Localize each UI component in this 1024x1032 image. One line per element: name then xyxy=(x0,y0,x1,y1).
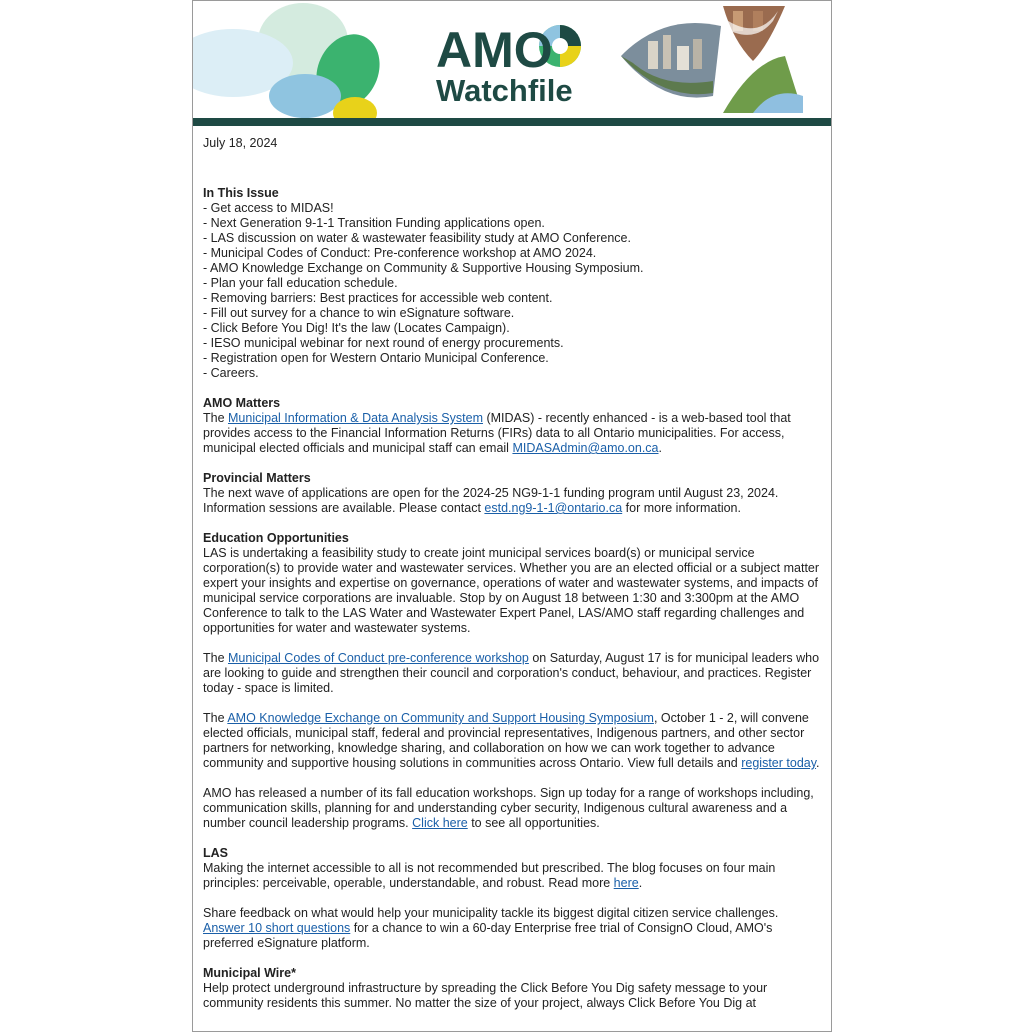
amo-matters-heading: AMO Matters xyxy=(203,396,281,410)
click-before-you-dig-paragraph: Help protect underground infrastructure by spreading the Click Before You Dig safety message to your community residents this summer. No matter the size of your project, always Click Before You Dig at xyxy=(203,981,768,1010)
in-this-issue-heading: In This Issue xyxy=(203,186,279,200)
education-heading: Education Opportunities xyxy=(203,531,349,545)
text-run: (MIDAS) - recently enhanced - is a web-based tool that provides access to the Financial Information Returns (FIRs) data to all Ontario municipalities. For access, municipal elected officials and municipal staff can email xyxy=(203,411,791,455)
codes-of-conduct-paragraph xyxy=(203,651,821,696)
read-more-here-link[interactable]: here xyxy=(613,876,639,890)
banner-divider xyxy=(193,118,831,126)
issue-item: - Careers. xyxy=(203,366,259,380)
issue-item: - Registration open for Western Ontario Municipal Conference. xyxy=(203,351,549,365)
las-feasibility-paragraph: LAS is undertaking a feasibility study to create joint municipal services board(s) or municipal service corporation(s) to provide water and wastewater services. Whether you are an elected official or a subject matter expert your insights and expertise on governance, operations of water and wastewater systems, and impacts of municipal service corporations are invaluable. Stop by on August 18 between 1:30 and 3:300pm at the AMO Conference to talk to the LAS Water and Wastewater Expert Panel, LAS/AMO staff regarding challenges and opportunities for water and wastewater systems. xyxy=(203,546,820,635)
education-opportunities xyxy=(203,531,821,831)
provincial-matters xyxy=(203,471,821,516)
provincial-matters-text xyxy=(203,486,821,516)
las-heading: LAS xyxy=(203,846,228,860)
issue-date: July 18, 2024 xyxy=(203,136,278,150)
issue-item: - Fill out survey for a chance to win eSignature software. xyxy=(203,306,515,320)
provincial-matters-heading: Provincial Matters xyxy=(203,471,311,485)
codes-of-conduct-link[interactable]: Municipal Codes of Conduct pre-conference workshop xyxy=(228,651,529,665)
amo-matters xyxy=(203,396,821,456)
text-run: The xyxy=(203,411,229,425)
issue-item: - IESO municipal webinar for next round of energy procurements. xyxy=(203,336,564,350)
issue-item: - Removing barriers: Best practices for accessible web content. xyxy=(203,291,553,305)
accessibility-paragraph xyxy=(203,861,821,891)
text-run: . xyxy=(816,756,820,770)
banner xyxy=(193,1,831,118)
municipal-wire xyxy=(203,966,821,1011)
survey-link[interactable]: Answer 10 short questions xyxy=(203,921,351,935)
city-and-river-photo-collage-icon xyxy=(621,6,803,113)
banner-graphic xyxy=(193,1,831,118)
register-today-link[interactable]: register today xyxy=(741,756,817,770)
text-run: to see all opportunities. xyxy=(467,816,600,830)
text-run: Share feedback on what would help your municipality tackle its biggest digital citizen service challenges. xyxy=(203,906,779,920)
text-run: for more information. xyxy=(622,501,741,515)
las-section xyxy=(203,846,821,951)
text-run: . xyxy=(638,876,643,890)
issue-item: - Plan your fall education schedule. xyxy=(203,276,398,290)
issue-item: - AMO Knowledge Exchange on Community & Supportive Housing Symposium. xyxy=(203,261,644,275)
petal-blue-icon xyxy=(269,74,341,118)
amo-matters-text xyxy=(203,411,821,456)
issue-item: - Click Before You Dig! It's the law (Locates Campaign). xyxy=(203,321,510,335)
text-run: The xyxy=(203,711,228,725)
issue-item: - Get access to MIDAS! xyxy=(203,201,334,215)
brand-top: AMO xyxy=(436,22,553,78)
text-run: , October 1 - 2, will convene elected officials, municipal staff, federal and provincial representatives, Indigenous partners, and other sector partners for networking, knowledge sharing, and collaboration on how we can work together to advance community and supportive housing solutions in communities across Ontario. View full details and xyxy=(203,711,809,770)
text-run: The next wave of applications are open for the 2024-25 NG9-1-1 funding program until August 23, 2024. Information sessions are available. Please contact xyxy=(203,486,779,515)
issue-item: - LAS discussion on water & wastewater feasibility study at AMO Conference. xyxy=(203,231,631,245)
fall-workshops-paragraph xyxy=(203,786,821,831)
issue-item: - Municipal Codes of Conduct: Pre-conference workshop at AMO 2024. xyxy=(203,246,597,260)
housing-symposium-paragraph xyxy=(203,711,821,771)
municipal-wire-heading: Municipal Wire* xyxy=(203,966,296,980)
newsletter-body xyxy=(193,136,831,1011)
newsletter-sheet xyxy=(192,0,832,1032)
text-run: The xyxy=(203,651,229,665)
text-run: on Saturday, August 17 is for municipal leaders who are looking to guide and strengthen their council and corporation's conduct, behaviour, and practices. Register today - space is limited. xyxy=(203,651,820,695)
text-run: for a chance to win a 60-day Enterprise free trial of ConsignO Cloud, AMO's preferred eSignature platform. xyxy=(203,921,773,950)
text-run: AMO has released a number of its fall education workshops. Sign up today for a range of workshops including, communication skills, planning for and understanding cyber security, Indigenous cultural awareness and a number council leadership programs. xyxy=(203,786,814,830)
survey-paragraph xyxy=(203,906,821,951)
ng911-email-link[interactable]: estd.ng9-1-1@ontario.ca xyxy=(484,501,623,515)
in-this-issue xyxy=(203,186,821,381)
text-run: . xyxy=(658,441,662,455)
midas-admin-email-link[interactable]: MIDASAdmin@amo.on.ca xyxy=(512,441,659,455)
brand-bottom: Watchfile xyxy=(436,73,573,108)
click-here-link[interactable]: Click here xyxy=(412,816,468,830)
text-run: Making the internet accessible to all is not recommended but prescribed. The blog focuses on four main principles: perceivable, operable, understandable, and robust. Read more xyxy=(203,861,776,890)
issue-item: - Next Generation 9-1-1 Transition Funding applications open. xyxy=(203,216,545,230)
midas-link[interactable]: Municipal Information & Data Analysis System xyxy=(228,411,483,425)
housing-symposium-link[interactable]: AMO Knowledge Exchange on Community and Support Housing Symposium xyxy=(227,711,654,725)
